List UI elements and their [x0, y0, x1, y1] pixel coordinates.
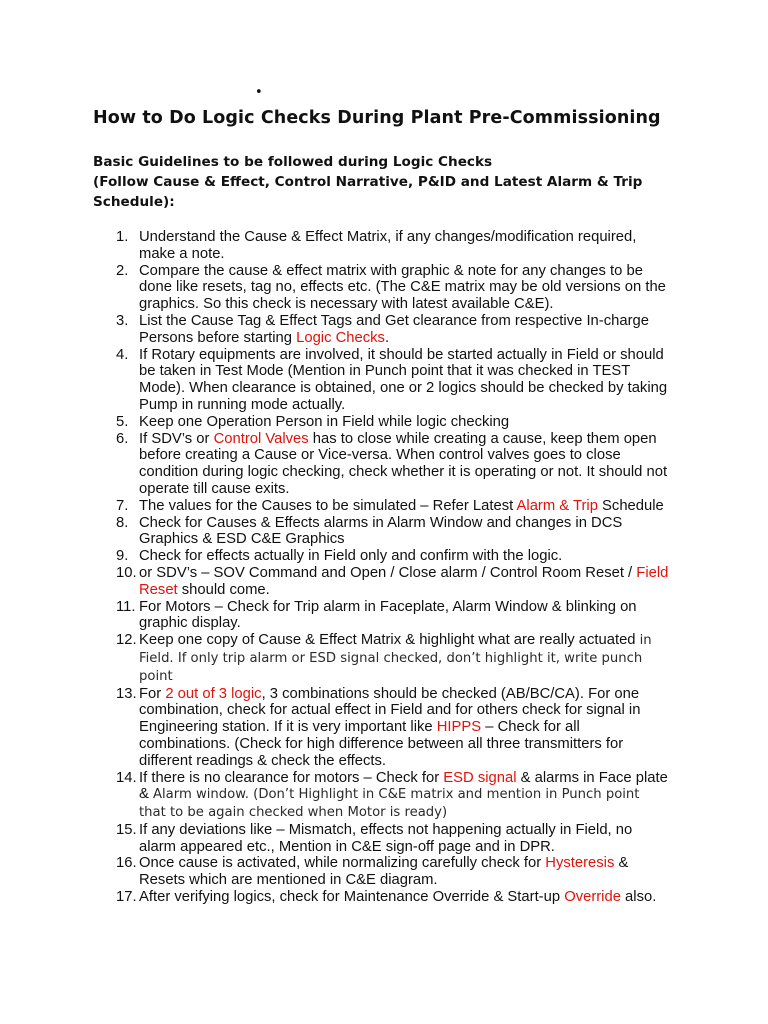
step-text: Once cause is activated, while normalizing carefully check for [139, 855, 546, 872]
step-item [0, 229, 669, 263]
step-text: Schedule [597, 497, 664, 514]
step-item [0, 414, 669, 431]
step-number: 15. [116, 821, 137, 838]
highlight-text: Field Reset [139, 564, 669, 598]
highlight-text: Override [564, 889, 621, 906]
step-item [0, 515, 669, 549]
step-text: If SDV’s or [139, 430, 214, 447]
step-text-alt-font: in Field. If only trip alarm or ESD signal checked, don’t highlight it, write punch point [139, 633, 652, 684]
step-item [0, 770, 669, 822]
step-item [0, 855, 669, 889]
step-text: The values for the Causes to be simulated – Refer Latest [139, 497, 517, 514]
step-item [0, 889, 669, 906]
step-number: 17. [116, 889, 137, 906]
step-item [0, 686, 669, 770]
subheading-line-2: (Follow Cause & Effect, Control Narrative, P&ID and Latest Alarm & Trip [93, 174, 643, 190]
step-text: Keep one copy of Cause & Effect Matrix & highlight what are really actuated [139, 632, 640, 649]
step-item [0, 599, 669, 633]
step-number: 16. [116, 855, 137, 872]
step-text: should come. [177, 581, 270, 598]
step-text-alt-font: Alarm window. (Don’t Highlight in C&E matrix and mention in Punch point that to be again checked when Motor is ready) [139, 787, 640, 821]
step-item [0, 347, 669, 414]
step-item [0, 431, 669, 498]
step-text: Check for Causes & Effects alarms in Alarm Window and changes in DCS Graphics & ESD C&E Graphics [139, 514, 623, 548]
step-number: 7. [116, 497, 129, 514]
step-number: 3. [116, 312, 129, 329]
step-item [0, 313, 669, 347]
step-text: – Check for all combinations. (Check for high difference between all three transmitters for different readings & check the effects. [139, 719, 624, 769]
guidelines-subheading [93, 152, 693, 212]
step-number: 13. [116, 685, 137, 702]
step-number: 4. [116, 346, 129, 363]
subheading-line-1: Basic Guidelines to be followed during Logic Checks [93, 154, 493, 170]
step-item [0, 565, 669, 599]
step-text: also. [620, 889, 657, 906]
step-text: List the Cause Tag & Effect Tags and Get clearance from respective In-charge Persons before starting [139, 312, 649, 346]
step-item [0, 498, 669, 515]
highlight-text: Alarm & Trip [516, 497, 598, 514]
document-title: How to Do Logic Checks During Plant Pre-Commissioning [93, 108, 661, 128]
step-text: After verifying logics, check for Maintenance Override & Start-up [139, 889, 565, 906]
step-number: 6. [116, 430, 129, 447]
step-text: Keep one Operation Person in Field while logic checking [139, 413, 510, 430]
highlight-text: 2 out of 3 logic [165, 685, 262, 702]
step-text: has to close while creating a cause, keep them open before creating a Cause or Vice-versa. When control valves goes to close condition during logic checking, check whether it is operating or not. It should not operate till cause exits. [139, 430, 668, 497]
step-item [0, 822, 669, 856]
step-item [0, 632, 669, 685]
logic-check-steps [0, 229, 768, 906]
step-item [0, 263, 669, 313]
step-number: 14. [116, 769, 137, 786]
bullet-dot: • [255, 85, 263, 100]
step-text: Check for effects actually in Field only and confirm with the logic. [139, 548, 563, 565]
step-text: , 3 combinations should be checked (AB/BC/CA). For one combination, check for actual effect in Field and for others check for signal in Engineering station. If it is very important like [139, 685, 641, 736]
step-text: & alarms in Face plate & [139, 769, 668, 803]
highlight-text: HIPPS [436, 719, 482, 736]
highlight-text: Control Valves [213, 430, 309, 447]
step-text: If any deviations like – Mismatch, effects not happening actually in Field, no alarm appeared etc., Mention in C&E sign-off page and in DPR. [139, 821, 633, 855]
step-text: Understand the Cause & Effect Matrix, if any changes/modification required, make a note. [139, 229, 637, 262]
step-text: For Motors – Check for Trip alarm in Faceplate, Alarm Window & blinking on graphic display. [139, 598, 637, 632]
subheading-line-3: Schedule): [93, 194, 175, 210]
step-number: 12. [116, 632, 137, 649]
step-number: 5. [116, 413, 129, 430]
step-number: 1. [116, 229, 129, 245]
step-number: 8. [116, 514, 129, 531]
highlight-text: ESD signal [443, 769, 517, 786]
step-item [0, 548, 669, 565]
step-text: . [384, 329, 390, 346]
step-text: If Rotary equipments are involved, it should be started actually in Field or should be taken in Test Mode (Mention in Punch point that it was checked in TEST Mode). When clearance is obtained, one or 2 logics should be checked by taking Pump in running mode actually. [139, 346, 668, 413]
step-text: If there is no clearance for motors – Check for [139, 769, 444, 786]
step-number: 2. [116, 262, 129, 279]
highlight-text: Hysteresis [545, 855, 615, 872]
step-number: 10. [116, 564, 137, 581]
step-text: For [139, 685, 166, 702]
step-text: or SDV’s – SOV Command and Open / Close alarm / Control Room Reset / [139, 564, 637, 581]
step-number: 9. [116, 548, 129, 565]
step-text: & Resets which are mentioned in C&E diagram. [139, 855, 629, 889]
highlight-text: Logic Checks [296, 329, 385, 346]
step-text: Compare the cause & effect matrix with graphic & note for any changes to be done like resets, tag no, effects etc. (The C&E matrix may be old versions on the graphics. So this check is necessary with latest available C&E). [139, 262, 666, 313]
step-number: 11. [116, 598, 136, 615]
